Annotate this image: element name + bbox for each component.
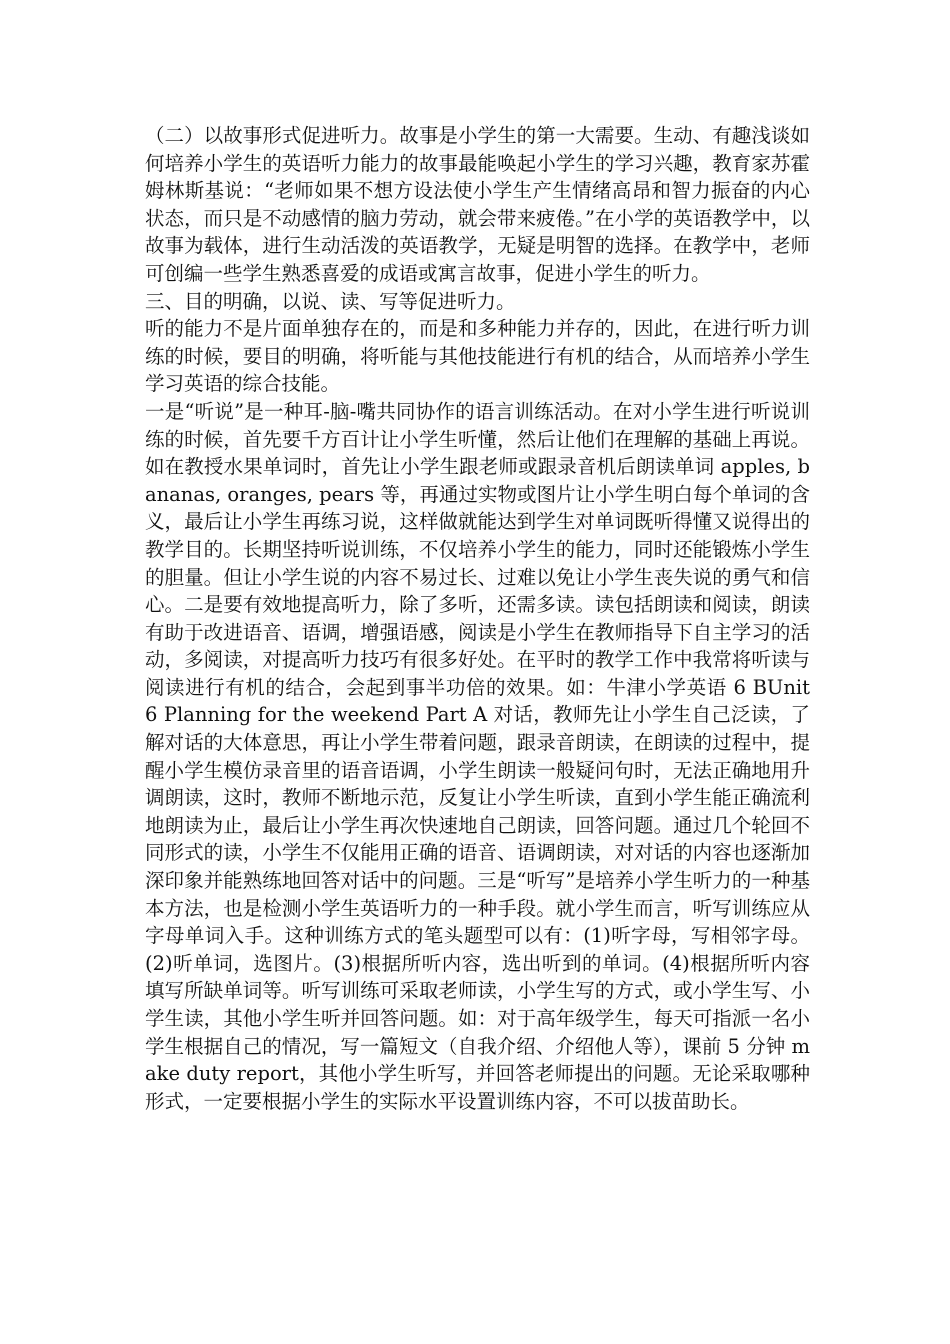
section-heading-three: 三、目的明确，以说、读、写等促进听力。 <box>145 289 516 313</box>
paragraph-listening-ability: 听的能力不是片面单独存在的，而是和多种能力并存的，因此，在进行听力训练的时候，要目的明确，将听能与其他技能进行有机的结合，从而培养小学生学习英语的综合技能。 <box>145 317 810 396</box>
document-body <box>145 122 810 1115</box>
paragraph-listening-speaking-reading-writing: 一是“听说”是一种耳-脑-嘴共同协作的语言训练活动。在对小学生进行听说训练的时候，首先要千方百计让小学生听懂，然后让他们在理解的基础上再说。如在教授水果单词时，首先让小学生跟老师或跟录音机后朗读单词 apples, bananas, oranges, pears 等，再通过实物或图片让小学生明白每个单词的含义，最后让小学生再练习说，这样做就能达到学生对单词既听得懂又说得出的教学目的。长期坚持听说训练，不仅培养小学生的能力，同时还能锻炼小学生的胆量。但让小学生说的内容不易过长、过难以免让小学生丧失说的勇气和信心。二是要有效地提高听力，除了多听，还需多读。读包括朗读和阅读，朗读有助于改进语音、语调，增强语感，阅读是小学生在教师指导下自主学习的活动，多阅读，对提高听力技巧有很多好处。在平时的教学工作中我常将听读与阅读进行有机的结合，会起到事半功倍的效果。如：牛津小学英语 6 BUnit 6 Planning for the weekend Part A 对话，教师先让小学生自己泛读，了解对话的大体意思，再让小学生带着问题，跟录音朗读，在朗读的过程中，提醒小学生模仿录音里的语音语调，小学生朗读一般疑问句时，无法正确地用升调朗读，这时，教师不断地示范，反复让小学生听读，直到小学生能正确流利地朗读为止，最后让小学生再次快速地自己朗读，回答问题。通过几个轮回不同形式的读，小学生不仅能用正确的语音、语调朗读，对对话的内容也逐渐加深印象并能熟练地回答对话中的问题。三是“听写”是培养小学生听力的一种基本方法，也是检测小学生英语听力的一种手段。就小学生而言，听写训练应从字母单词入手。这种训练方式的笔头题型可以有：(1)听字母，写相邻字母。(2)听单词，选图片。(3)根据所听内容，选出听到的单词。(4)根据所听内容填写所缺单词等。听写训练可采取老师读，小学生写的方式，或小学生写、小学生读，其他小学生听并回答问题。如：对于高年级学生，每天可指派一名小学生根据自己的情况，写一篇短文（自我介绍、介绍他人等），课前 5 分钟 make duty report，其他小学生听写，并回答老师提出的问题。无论采取哪种形式，一定要根据小学生的实际水平设置训练内容，不可以拔苗助长。 <box>145 399 810 1113</box>
paragraph-story-listening: （二）以故事形式促进听力。故事是小学生的第一大需要。生动、有趣浅谈如何培养小学生的英语听力能力的故事最能唤起小学生的学习兴趣，教育家苏霍姆林斯基说：“老师如果不想方设法使小学生产生情绪高昂和智力振奋的内心状态，而只是不动感情的脑力劳动，就会带来疲倦。”在小学的英语教学中，以故事为载体，进行生动活泼的英语教学，无疑是明智的选择。在教学中，老师可创编一些学生熟悉喜爱的成语或寓言故事，促进小学生的听力。 <box>145 124 810 285</box>
